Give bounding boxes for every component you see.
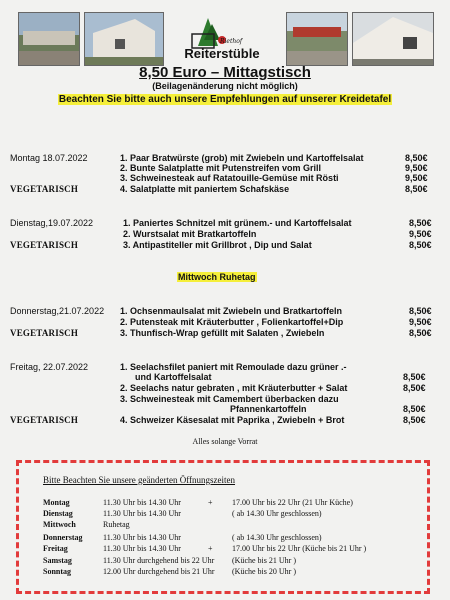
- menu-title: 8,50 Euro – Mittagstisch: [139, 64, 311, 81]
- menu-item: 2. Seelachs natur gebraten , mit Kräuterbutter + Salat: [120, 383, 348, 393]
- courtyard-image: [19, 13, 79, 65]
- menu-item-continued: und Kartoffelsalat: [135, 372, 212, 382]
- menu-price: 8,50€: [409, 218, 432, 228]
- menu-price: 9,50€: [409, 317, 432, 327]
- menu-item: 3. Antipastiteller mit Grillbrot , Dip und Salat: [123, 240, 312, 250]
- notice-banner: Beachten Sie bitte auch unsere Empfehlungen auf unserer Kreidetafel: [58, 94, 392, 105]
- hours-evening: (Küche bis 20 Uhr ): [232, 567, 296, 576]
- hours-day: Donnerstag: [43, 533, 83, 542]
- menu-item: 2. Wurstsalat mit Bratkartoffeln: [123, 229, 257, 239]
- menu-price: 8,50€: [403, 383, 426, 393]
- hours-day: Freitag: [43, 544, 68, 553]
- opening-hours-title: Bitte Beachten Sie unsere geänderten Öffnungszeiten: [43, 475, 236, 485]
- menu-subtitle: (Beilagenänderung nicht möglich): [152, 81, 298, 91]
- vegetarian-label: VEGETARISCH: [10, 184, 79, 194]
- hours-lunch: 11.30 Uhr bis 14.30 Uhr: [103, 533, 181, 542]
- hours-evening: 17.00 Uhr bis 22 Uhr (Küche bis 21 Uhr ): [232, 544, 367, 553]
- menu-item: 3. Schweinesteak auf Ratatouille-Gemüse mit Rösti: [120, 173, 339, 183]
- hours-evening: ( ab 14.30 Uhr geschlossen): [232, 533, 322, 542]
- menu-item: 4. Schweizer Käsesalat mit Paprika , Zwiebeln + Brot: [120, 415, 345, 425]
- menu-item: 1. Ochsenmaulsalat mit Zwiebeln und Bratkartoffeln: [120, 306, 343, 316]
- menu-price: 8,50€: [409, 240, 432, 250]
- photo-courtyard: [18, 12, 80, 66]
- menu-price: 8,50€: [403, 404, 426, 414]
- vegetarian-label: VEGETARISCH: [10, 328, 79, 338]
- menu-price: 8,50€: [405, 153, 428, 163]
- hours-lunch: Ruhetag: [103, 520, 130, 529]
- closed-day-banner: Mittwoch Ruhetag: [178, 272, 256, 282]
- vegetarian-label: VEGETARISCH: [10, 415, 79, 425]
- availability-note: Alles solange Vorrat: [192, 437, 258, 446]
- menu-item: 1. Seelachsfilet paniert mit Remoulade dazu grüner .-: [120, 362, 347, 372]
- hours-evening: 17.00 Uhr bis 22 Uhr (21 Uhr Küche): [232, 498, 353, 507]
- menu-price: 9,50€: [405, 163, 428, 173]
- day-label-friday: Freitag, 22.07.2022: [10, 362, 89, 372]
- hours-day: Mittwoch: [43, 520, 76, 529]
- hours-day: Sonntag: [43, 567, 72, 576]
- menu-price: 9,50€: [405, 173, 428, 183]
- hours-day: Dienstag: [43, 509, 73, 518]
- day-label-monday: Montag 18.07.2022: [10, 153, 88, 163]
- menu-price: 8,50€: [409, 328, 432, 338]
- photo-terrace: [286, 12, 348, 66]
- hours-lunch: 11.30 Uhr durchgehend bis 22 Uhr: [103, 556, 215, 565]
- hours-lunch: 11.30 Uhr bis 14.30 Uhr: [103, 498, 181, 507]
- hours-evening: (Küche bis 21 Uhr ): [232, 556, 296, 565]
- logo-subtitle: Riethof: [220, 38, 243, 45]
- hours-lunch: 11.30 Uhr bis 14.30 Uhr: [103, 544, 181, 553]
- hours-plus: +: [208, 498, 213, 507]
- photo-building: [84, 12, 164, 66]
- menu-price: 8,50€: [405, 184, 428, 194]
- day-label-tuesday: Dienstag,19.07.2022: [10, 218, 94, 228]
- menu-item: 1. Paniertes Schnitzel mit grünem.- und Kartoffelsalat: [123, 218, 352, 228]
- terrace-image: [287, 13, 347, 65]
- hours-day: Montag: [43, 498, 70, 507]
- menu-item-continued: Pfannenkartoffeln: [230, 404, 307, 414]
- hours-evening: ( ab 14.30 Uhr geschlossen): [232, 509, 322, 518]
- menu-item: 1. Paar Bratwürste (grob) mit Zwiebeln und Kartoffelsalat: [120, 153, 364, 163]
- menu-item: 2. Putensteak mit Kräuterbutter , Folienkartoffel+Dip: [120, 317, 344, 327]
- menu-price: 8,50€: [409, 306, 432, 316]
- header-photo-strip: [0, 0, 450, 68]
- hours-plus: +: [208, 544, 213, 553]
- menu-item: 4. Salatplatte mit paniertem Schafskäse: [120, 184, 290, 194]
- day-label-thursday: Donnerstag,21.07.2022: [10, 306, 105, 316]
- hours-lunch: 11.30 Uhr bis 14.30 Uhr: [103, 509, 181, 518]
- menu-item: 3. Schweinesteak mit Camembert überbacken dazu: [120, 394, 339, 404]
- menu-price: 8,50€: [403, 415, 426, 425]
- hours-day: Samstag: [43, 556, 72, 565]
- menu-item: 3. Thunfisch-Wrap gefüllt mit Salaten , Zwiebeln: [120, 328, 325, 338]
- menu-price: 8,50€: [403, 372, 426, 382]
- building-image: [85, 13, 163, 65]
- logo-name: Reiterstüble: [184, 46, 260, 61]
- menu-price: 9,50€: [409, 229, 432, 239]
- menu-item: 2. Bunte Salatplatte mit Putenstreifen vom Grill: [120, 163, 322, 173]
- photo-facade: [352, 12, 434, 66]
- vegetarian-label: VEGETARISCH: [10, 240, 79, 250]
- facade-image: [353, 13, 433, 65]
- hours-lunch: 12.00 Uhr durchgehend bis 21 Uhr: [103, 567, 215, 576]
